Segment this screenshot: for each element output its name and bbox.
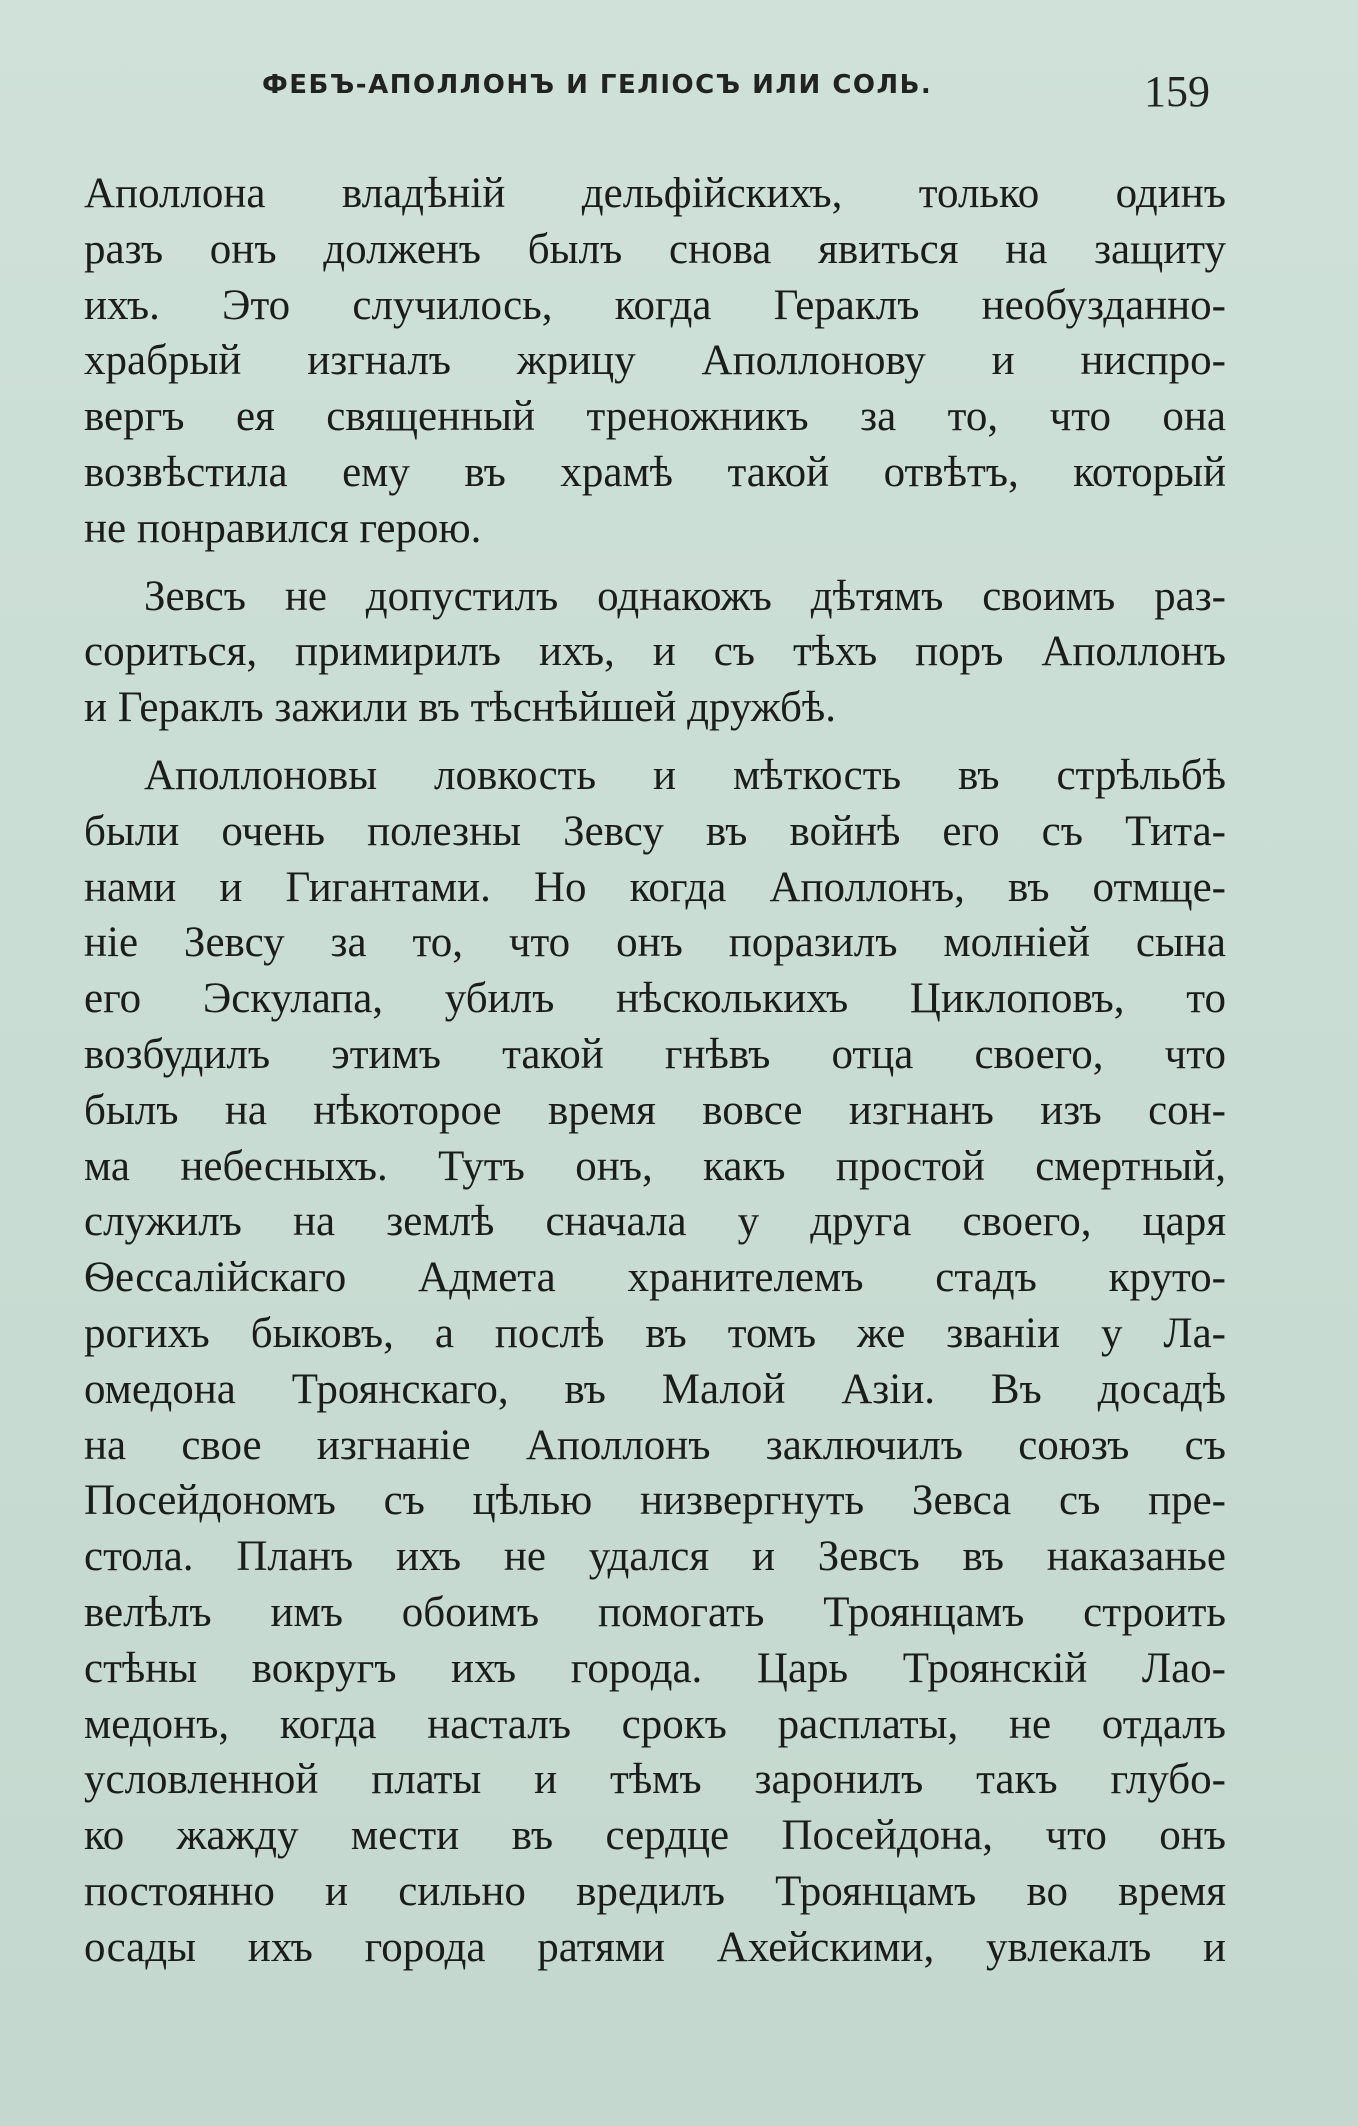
text-line: вергъ ея священный треножникъ за то, что она: [84, 393, 1226, 441]
text-line: осады ихъ города ратями Ахейскими, увлекалъ и: [84, 1923, 1226, 1971]
text-line: постоянно и сильно вредилъ Троянцамъ во время: [84, 1867, 1226, 1915]
text-line: были очень полезны Зевсу въ войнѣ его съ Тита-: [84, 807, 1226, 855]
running-head: ФЕБЪ-АПОЛЛОНЪ И ГЕЛIОСЪ ИЛИ СОЛЬ.: [262, 70, 933, 100]
text-line: медонъ, когда насталъ срокъ расплаты, не отдалъ: [84, 1700, 1226, 1748]
paragraph-2: [84, 569, 1226, 736]
text-line: ко жажду мести въ сердце Посейдона, что онъ: [84, 1812, 1226, 1860]
page-number: 159: [1144, 67, 1210, 116]
body-text: [84, 166, 1226, 1976]
text-line: Зевсъ не допустилъ однакожъ дѣтямъ своимъ раз-: [144, 572, 1226, 620]
text-line: сориться, примирилъ ихъ, и съ тѣхъ поръ Аполлонъ: [84, 628, 1226, 676]
text-line: Аполлоновы ловкость и мѣткость въ стрѣльбѣ: [144, 751, 1226, 799]
text-line: стола. Планъ ихъ не удался и Зевсъ въ наказанье: [84, 1533, 1226, 1581]
text-line: нiе Зевсу за то, что онъ поразилъ молнiей сына: [84, 919, 1226, 967]
text-line: возвѣстила ему въ храмѣ такой отвѣтъ, который: [84, 448, 1226, 496]
text-line: Ѳессалiйскаго Адмета хранителемъ стадъ круто-: [84, 1254, 1226, 1302]
paragraph-1: [84, 166, 1226, 557]
text-line: храбрый изгналъ жрицу Аполлонову и ниспро-: [84, 337, 1226, 385]
text-line: Аполлона владѣнiй дельфiйскихъ, только одинъ: [84, 170, 1226, 217]
text-line: стѣны вокругъ ихъ города. Царь Троянскiй Лао-: [84, 1644, 1226, 1692]
text-line: былъ на нѣкоторое время вовсе изгнанъ изъ сон-: [84, 1086, 1226, 1134]
paragraph-3: [84, 748, 1226, 1976]
text-line: велѣлъ имъ обоимъ помогать Троянцамъ строить: [84, 1588, 1226, 1636]
text-line: и Гераклъ зажили въ тѣснѣйшей дружбѣ.: [84, 684, 836, 732]
text-line: нами и Гигантами. Но когда Аполлонъ, въ отмще-: [84, 863, 1226, 911]
text-line: разъ онъ долженъ былъ снова явиться на защиту: [84, 225, 1226, 273]
text-line: его Эскулапа, убилъ нѣсколькихъ Циклоповъ, то: [84, 975, 1226, 1023]
text-line: условленной платы и тѣмъ заронилъ такъ глубо-: [84, 1756, 1226, 1804]
text-line: на свое изгнанiе Аполлонъ заключилъ союзъ съ: [84, 1421, 1226, 1469]
text-line: омедона Троянскаго, въ Малой Азiи. Въ досадѣ: [84, 1365, 1226, 1413]
text-line: не понравился герою.: [84, 504, 482, 552]
text-line: ихъ. Это случилось, когда Гераклъ необузданно-: [84, 281, 1226, 329]
text-line: Посейдономъ съ цѣлью низвергнуть Зевса съ пре-: [84, 1477, 1226, 1525]
text-line: ма небесныхъ. Тутъ онъ, какъ простой смертный,: [84, 1142, 1226, 1190]
text-line: рогихъ быковъ, а послѣ въ томъ же званiи у Ла-: [84, 1309, 1226, 1357]
text-line: служилъ на землѣ сначала у друга своего, царя: [84, 1198, 1226, 1246]
text-line: возбудилъ этимъ такой гнѣвъ отца своего, что: [84, 1030, 1226, 1078]
